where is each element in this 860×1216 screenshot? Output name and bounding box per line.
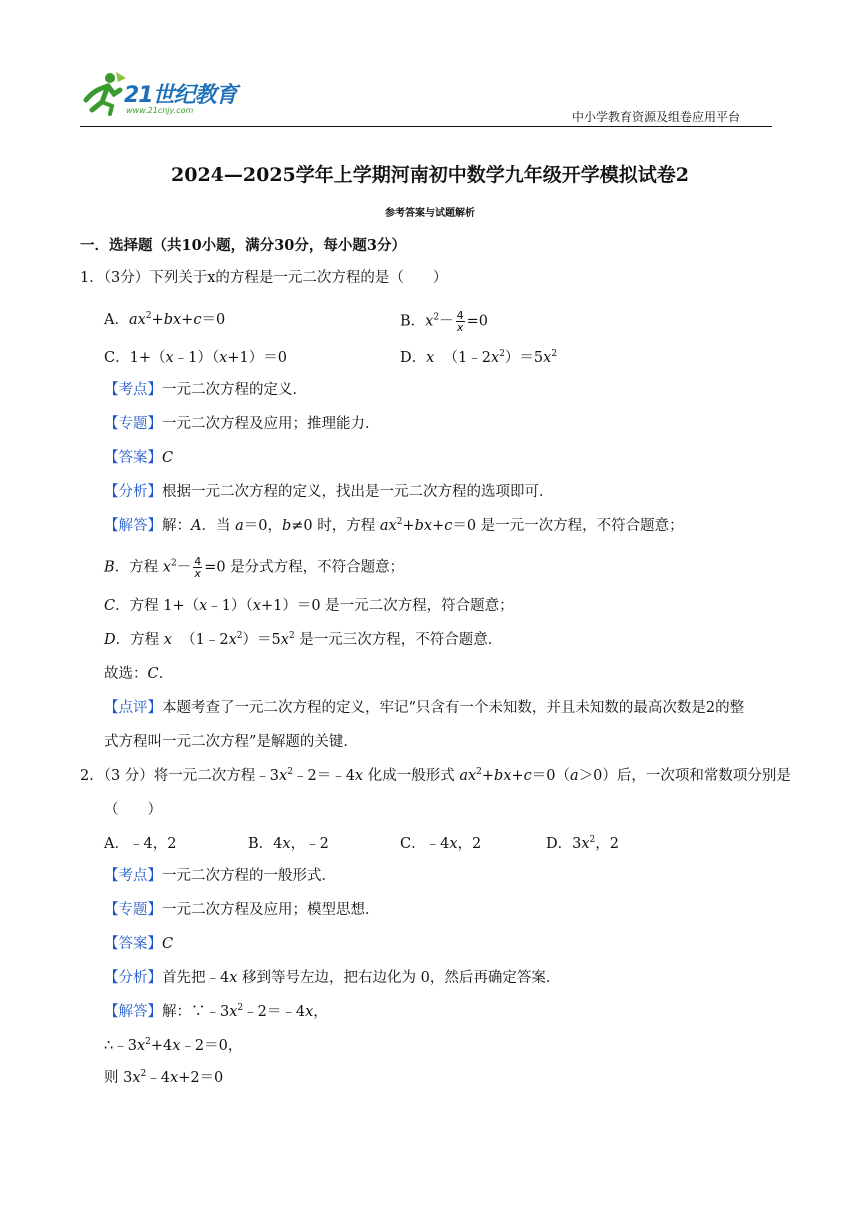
daan-tag: 【答案】 [104,450,162,466]
q1-dianping-1 [104,698,744,718]
header-rule [80,126,772,127]
q2-option-b: B．4x，﹣2 [248,836,329,852]
logo [80,70,250,120]
q2-stem-1: 2．（3 分）将一元二次方程$﹣3x^2﹣2=﹣4x$ 化成一般形式 $ax^2+bx+c=0(a>0)$后，一次项和常数项分别是 [80,767,791,784]
daan-text: C [162,450,174,466]
q1-jieda-d: D．方程 x $(1﹣2x^2)=5x^2$ 是一元三次方程，不符合题意． [104,631,503,648]
daan-tag-2: 【答案】 [104,936,162,952]
logo-text: 21世纪教育 [124,83,237,108]
q1-fenxi [104,482,554,502]
q1-kaodian [104,380,307,400]
q1-stem: 1．（3分）下列关于x的方程是一元二次方程的是（ ） [80,270,448,286]
zhuanti-text: 一元二次方程及应用；推理能力． [162,416,380,432]
q1-daan [104,448,173,468]
kaodian-text: 一元二次方程的定义． [162,382,307,398]
jieda-tag-2: 【解答】 [104,1004,162,1020]
dianping-text-1: 本题考查了一元二次方程的定义，牢记“只含有一个未知数，并且未知数的最高次数是2的整 [162,700,745,716]
q1-option-d: D．x $(1﹣2x^2)=5x^2$ [400,349,558,366]
jieda-tag: 【解答】 [104,518,162,534]
kaodian-text-2: 一元二次方程的一般形式． [162,868,336,884]
q1-zhuanti [104,414,380,434]
section-heading: 一．选择题（共10小题，满分30分，每小题3分） [80,237,406,254]
page-subtitle: 参考答案与试题解析 [385,208,475,219]
fenxi-tag: 【分析】 [104,484,162,500]
q2-stem-2: （ ） [104,802,162,818]
q2-jieda-2: $\therefore﹣3x^2+4x﹣2=0$， [104,1037,243,1054]
dianping-tag: 【点评】 [104,700,162,716]
kaodian-tag: 【考点】 [104,382,162,398]
q2-fenxi: 【分析】首先把﹣4x 移到等号左边，把右边化为 0，然后再确定答案． [104,970,561,986]
q1-dianping-2: 式方程叫一元二次方程”是解题的关键． [104,734,358,750]
page-title: 2024—2025学年上学期河南初中数学九年级开学模拟试卷2 [171,164,689,186]
fenxi-text: 根据一元二次方程的定义，找出是一元二次方程的选项即可． [162,484,554,500]
logo-url: www.21cnjy.com [126,106,194,115]
q2-zhuanti [104,900,380,920]
kaodian-tag-2: 【考点】 [104,868,162,884]
q1-option-c: C．1+（x﹣1）（x+1）＝0 [104,350,287,366]
platform-name: 中小学教育资源及组卷应用平台 [571,110,740,124]
q1-jieda-c: C．方程 1+（x﹣1）（x+1）＝0 是一元二次方程，符合题意； [104,598,514,614]
q1-gu: 故选：C． [104,666,174,682]
zhuanti-tag-2: 【专题】 [104,902,162,918]
fraction-4-over-x: $\frac{4}{x}$ [456,309,464,334]
fenxi-tag-2: 【分析】 [104,970,162,986]
q2-jieda-1: 【解答】解：$\because﹣3x^2﹣2=﹣4x$， [104,1003,328,1020]
q2-daan [104,934,173,954]
q1-option-b: B．$x^2-$ $\frac{4}{x}$ =0 [400,309,488,334]
q1-jieda-a: 【解答】解：A．当 a＝0，b≠0 时，方程 $ax^2+bx+c=0$ 是一元一次方程，不符合题意； [104,517,684,534]
q1-option-a: A．$ax^2+bx+c=0$ [104,311,226,328]
q2-option-d: D．$3x^2$，2 [546,835,620,852]
q2-option-c: C．﹣4x，2 [400,836,482,852]
fraction-4-over-x-2: $\frac{4}{x}$ [194,555,202,580]
zhuanti-text-2: 一元二次方程及应用；模型思想． [162,902,380,918]
zhuanti-tag: 【专题】 [104,416,162,432]
logo-runner-icon [80,70,128,116]
q2-kaodian [104,866,336,886]
daan-text-2: C [162,936,174,952]
q2-jieda-3: 则 $3x^2﹣4x+2=0$ [104,1069,224,1086]
q1-jieda-b: B．方程 $x^2-$ $\frac{4}{x}$ =0 是分式方程，不符合题意； [104,555,405,580]
q2-option-a: A．﹣4，2 [104,836,177,852]
